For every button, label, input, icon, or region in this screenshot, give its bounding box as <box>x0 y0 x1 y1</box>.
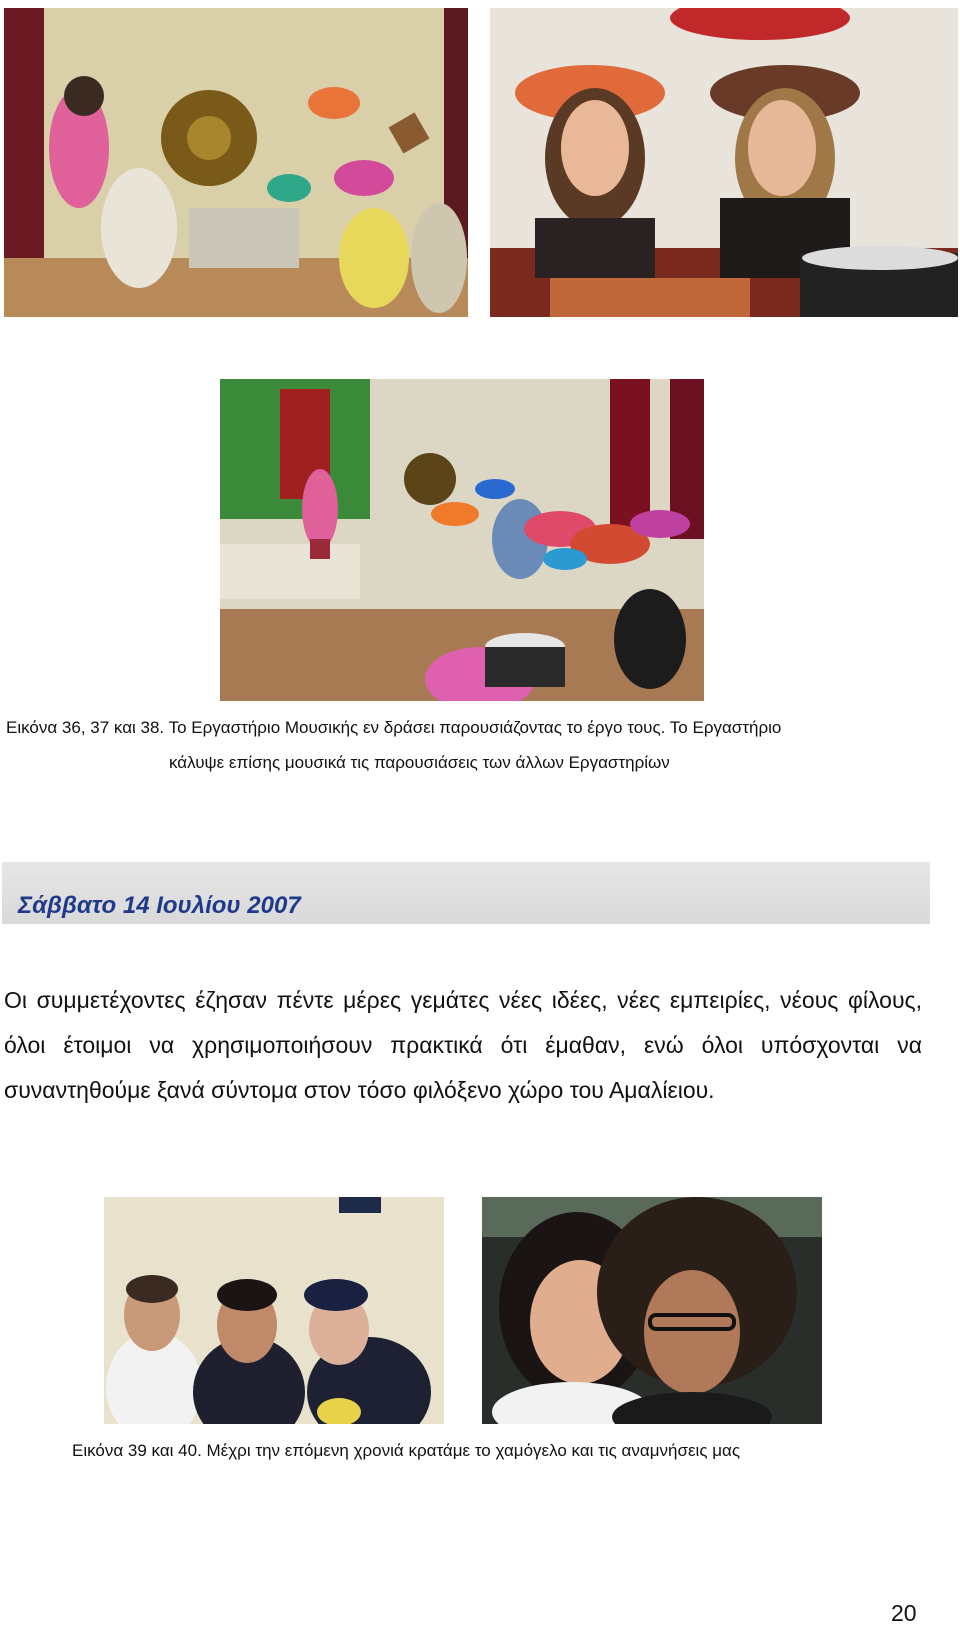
photo-two-smiling-girls <box>482 1197 822 1424</box>
caption-figures-36-38-line-2: κάλυψε επίσης μουσικά τις παρουσιάσεις των άλλων Εργαστηρίων <box>169 753 670 772</box>
caption-figures-39-40: Εικόνα 39 και 40. Μέχρι την επόμενη χρονιά κρατάμε το χαμόγελο και τις αναμνήσεις μας <box>72 1441 741 1460</box>
photo-ensemble-performance <box>220 379 704 701</box>
photo-girls-with-hats <box>490 8 958 317</box>
caption-figures-36-38-line-1: Εικόνα 36, 37 και 38. Το Εργαστήριο Μουσικής εν δράσει παρουσιάζοντας το έργο τους. Το Εργαστήριο <box>6 718 782 737</box>
page-number: 20 <box>891 1600 917 1626</box>
section-body-text: Οι συμμετέχοντες έζησαν πέντε μέρες γεμάτες νέες ιδέες, νέες εμπειρίες, νέους φίλους, όλοι έτοιμοι να χρησιμοποιήσουν πρακτικά ότι έμαθαν, ενώ όλοι υπόσχονται να συναντηθούμε ξανά σύντομα στον τόσο φιλόξενο χώρο του Αμαλίειου. <box>4 987 922 1103</box>
section-heading: Σάββατο 14 Ιουλίου 2007 <box>18 892 301 919</box>
photo-three-young-men <box>104 1197 444 1424</box>
photo-music-workshop-stage <box>4 8 468 317</box>
